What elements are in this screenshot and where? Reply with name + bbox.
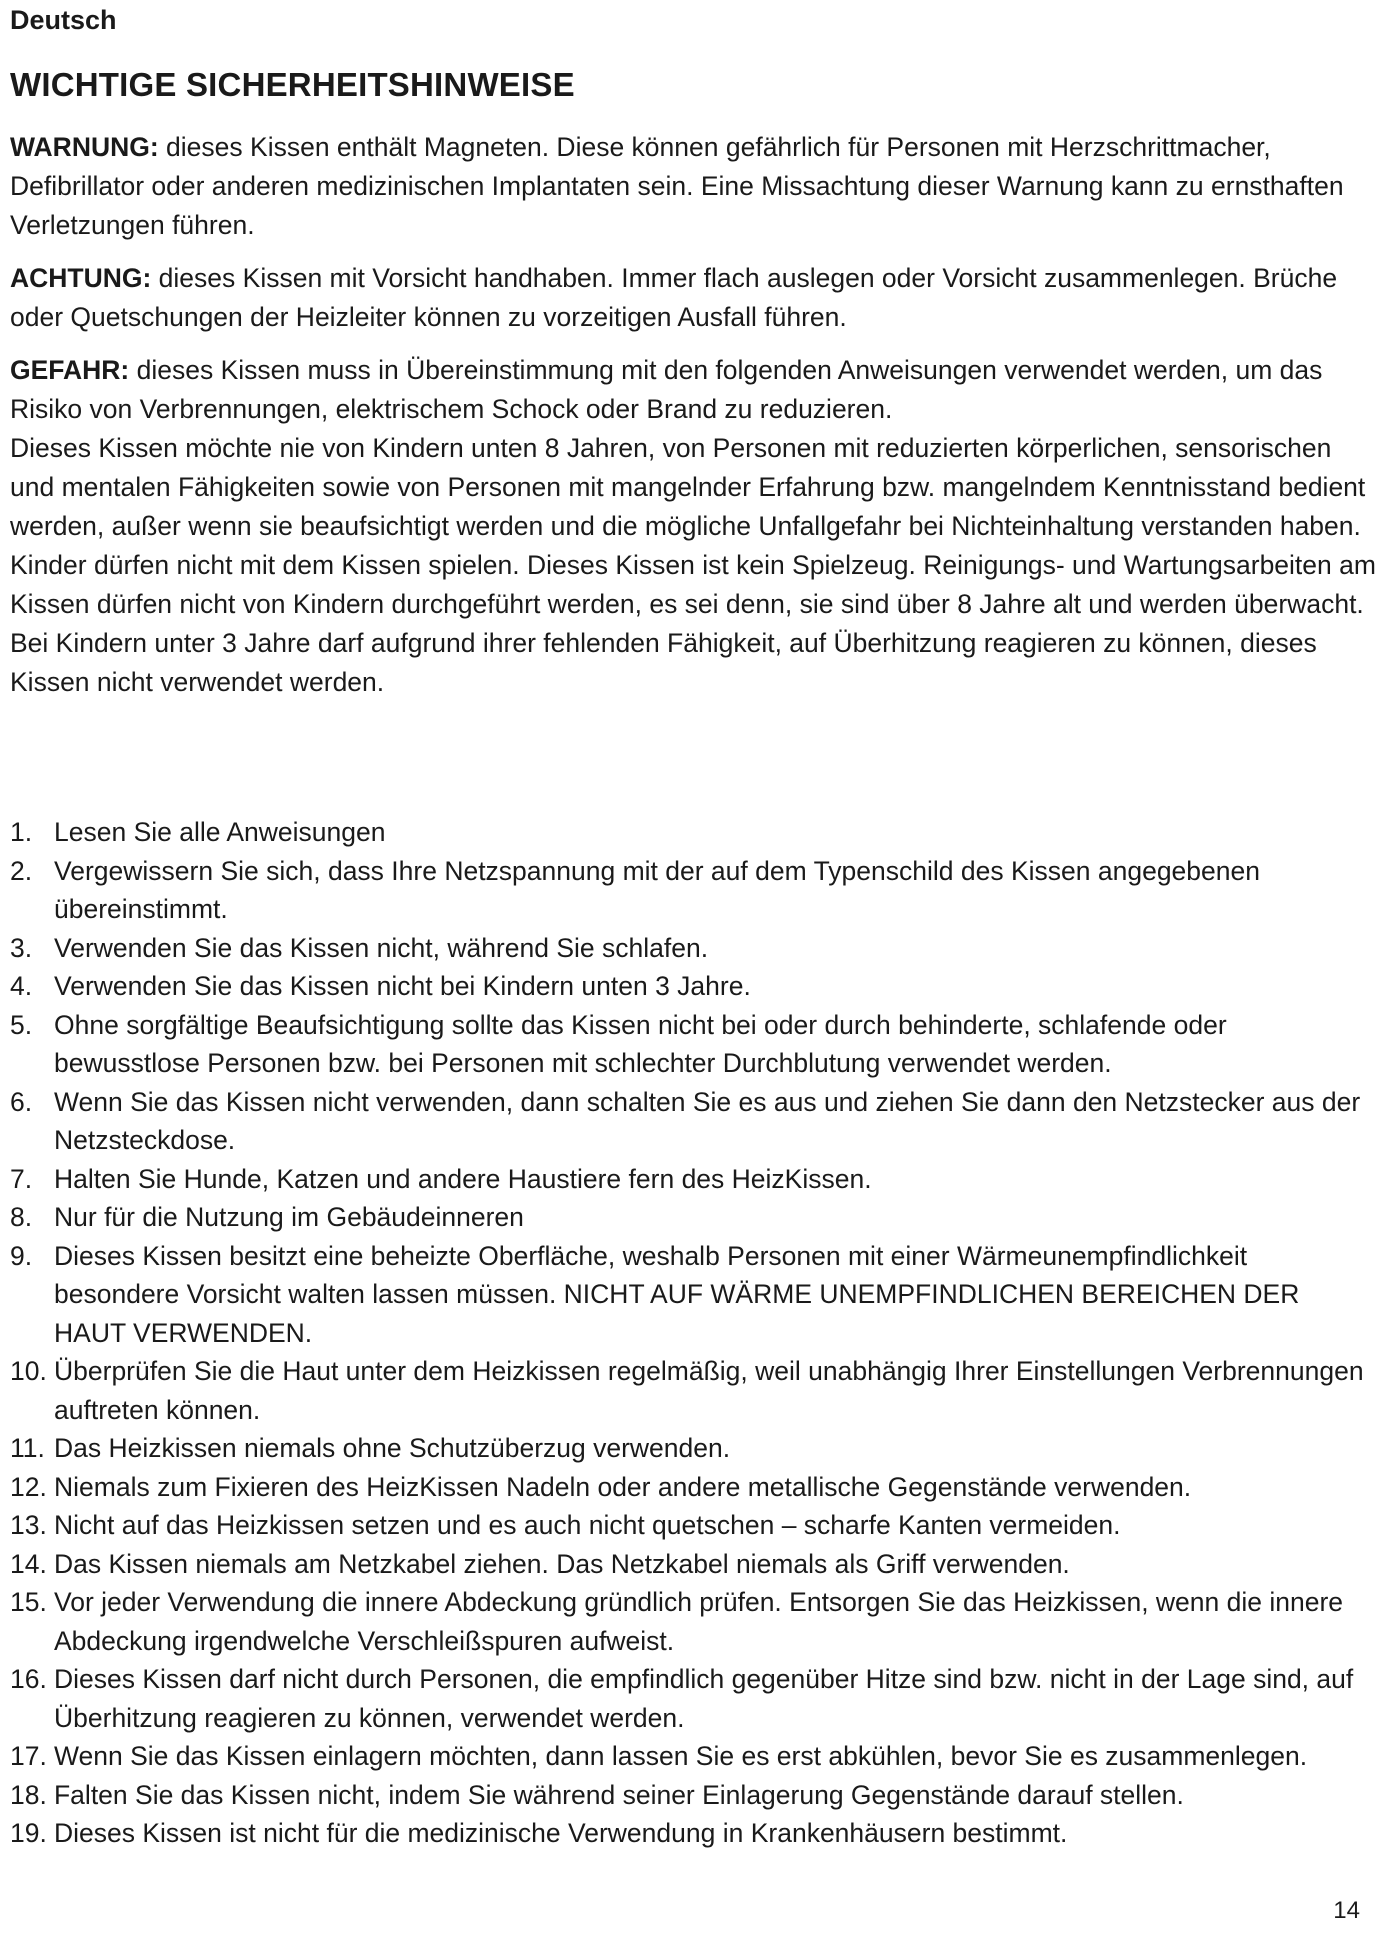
list-item-number: 9.: [10, 1240, 33, 1271]
page-title: WICHTIGE SICHERHEITSHINWEISE: [10, 66, 575, 103]
list-item-number: 5.: [10, 1009, 33, 1040]
list-item: [10, 1814, 1378, 1853]
list-item: [10, 1160, 1378, 1199]
list-item: [10, 1237, 1378, 1353]
list-item-text: Wenn Sie das Kissen einlagern möchten, dann lassen Sie es erst abkühlen, bevor Sie es zusammenlegen.: [54, 1741, 1308, 1771]
list-item-text: Vergewissern Sie sich, dass Ihre Netzspannung mit der auf dem Typenschild des Kissen angegebenen übereinstimmt.: [54, 855, 1260, 924]
list-item: [10, 813, 1378, 852]
list-item-text: Ohne sorgfältige Beaufsichtigung sollte das Kissen nicht bei oder durch behinderte, schlafende oder bewusstlose Personen bzw. bei Personen mit schlechter Durchblutung verwendet werden.: [54, 1009, 1227, 1078]
list-item: [10, 1352, 1378, 1429]
list-item-text: Nur für die Nutzung im Gebäudeinneren: [54, 1202, 524, 1232]
list-item-number: 18.: [10, 1779, 47, 1810]
caution-label: ACHTUNG:: [10, 263, 152, 293]
list-item: [10, 1506, 1378, 1545]
list-item-text: Verwenden Sie das Kissen nicht, während Sie schlafen.: [54, 932, 709, 963]
list-item-text: Das Kissen niemals am Netzkabel ziehen. Das Netzkabel niemals als Griff verwenden.: [54, 1548, 1070, 1579]
list-item-text: Dieses Kissen besitzt eine beheizte Oberfläche, weshalb Personen mit einer Wärmeunempfindlichkeit besondere Vorsicht walten lassen müssen. NICHT AUF WÄRME UNEMPFINDLICHEN BEREICHEN DER HAUT VERWENDEN.: [54, 1240, 1300, 1348]
list-item: [10, 852, 1378, 929]
list-item-text: Vor jeder Verwendung die innere Abdeckung gründlich prüfen. Entsorgen Sie das Heizkissen, wenn die innere Abdeckung irgendwelche Verschleißspuren aufweist.: [54, 1587, 1344, 1656]
list-item-text: Lesen Sie alle Anweisungen: [54, 817, 386, 847]
list-item: [10, 1583, 1378, 1660]
list-item-number: 19.: [10, 1818, 47, 1848]
list-item-number: 6.: [10, 1086, 33, 1117]
list-item-number: 15.: [10, 1587, 47, 1617]
list-item-text: Verwenden Sie das Kissen nicht bei Kindern unten 3 Jahre.: [54, 971, 751, 1001]
list-item: [10, 1737, 1378, 1776]
list-item-number: 3.: [10, 932, 33, 963]
list-item: [10, 1660, 1378, 1737]
list-item: [10, 1006, 1378, 1083]
danger-label: GEFAHR:: [10, 355, 130, 385]
list-item-number: 14.: [10, 1548, 47, 1579]
list-item-number: 10.: [10, 1356, 47, 1386]
list-item-number: 11.: [10, 1433, 45, 1463]
children-notice: Dieses Kissen möchte nie von Kindern unten 8 Jahren, von Personen mit reduzierten körperlichen, sensorischen und mentalen Fähigkeiten sowie von Personen mit mangelnder Erfahrung bzw. mangelndem Kenntnisstand bedient werden, außer wenn sie beaufsichtigt werden und die mögliche Unfallgefahr bei Nichteinhaltung verstanden haben. Kinder dürfen nicht mit dem Kissen spielen. Dieses Kissen ist kein Spielzeug. Reinigungs- und Wartungsarbeiten am Kissen dürfen nicht von Kindern durchgeführt werden, es sei denn, sie sind über 8 Jahre alt und werden überwacht. Bei Kindern unter 3 Jahre darf aufgrund ihrer fehlenden Fähigkeit, auf Überhitzung reagieren zu können, dieses Kissen nicht verwendet werden.: [10, 433, 1376, 697]
page-number: 14: [1333, 1897, 1360, 1924]
list-item-text: Niemals zum Fixieren des HeizKissen Nadeln oder andere metallische Gegenstände verwenden.: [54, 1471, 1192, 1502]
list-item-number: 4.: [10, 971, 33, 1001]
list-item: [10, 1468, 1378, 1507]
caution-text: dieses Kissen mit Vorsicht handhaben. Immer flach auslegen oder Vorsicht zusammenlegen. Brüche oder Quetschungen der Heizleiter können zu vorzeitigen Ausfall führen.: [10, 263, 1338, 332]
danger-text: dieses Kissen muss in Übereinstimmung mit den folgenden Anweisungen verwendet werden, um das Risiko von Verbrennungen, elektrischem Schock oder Brand zu reduzieren.: [10, 355, 1323, 424]
safety-notices: [10, 128, 1378, 702]
language-label: Deutsch: [10, 5, 117, 35]
warning-notice: [10, 128, 1378, 245]
list-item: [10, 1776, 1378, 1815]
list-item: [10, 1198, 1378, 1237]
list-item-text: Falten Sie das Kissen nicht, indem Sie während seiner Einlagerung Gegenstände darauf stellen.: [54, 1779, 1184, 1810]
list-item-number: 7.: [10, 1163, 33, 1194]
list-item-text: Das Heizkissen niemals ohne Schutzüberzug verwenden.: [54, 1433, 731, 1463]
list-item: [10, 1545, 1378, 1584]
warning-text: dieses Kissen enthält Magneten. Diese können gefährlich für Personen mit Herzschrittmacher, Defibrillator oder anderen medizinischen Implantaten sein. Eine Missachtung dieser Warnung kann zu ernsthaften Verletzungen führen.: [10, 132, 1344, 240]
list-item-number: 8.: [10, 1202, 33, 1232]
list-item-text: Wenn Sie das Kissen nicht verwenden, dann schalten Sie es aus und ziehen Sie dann den Netzstecker aus der Netzsteckdose.: [54, 1086, 1361, 1155]
list-item: [10, 1083, 1378, 1160]
list-item-text: Dieses Kissen darf nicht durch Personen, die empfindlich gegenüber Hitze sind bzw. nicht in der Lage sind, auf Überhitzung reagieren zu können, verwendet werden.: [54, 1664, 1354, 1733]
warning-label: WARNUNG:: [10, 132, 159, 162]
list-item-number: 12.: [10, 1471, 47, 1502]
danger-notice: [10, 351, 1378, 429]
instruction-list: [10, 813, 1378, 1853]
caution-notice: [10, 259, 1378, 337]
list-item: [10, 929, 1378, 968]
list-item: [10, 1429, 1378, 1468]
list-item-number: 1.: [10, 817, 33, 847]
list-item-number: 16.: [10, 1664, 47, 1694]
list-item-number: 13.: [10, 1510, 47, 1540]
list-item-number: 2.: [10, 855, 33, 886]
list-item: [10, 967, 1378, 1006]
list-item-text: Halten Sie Hunde, Katzen und andere Haustiere fern des HeizKissen.: [54, 1163, 872, 1194]
list-item-number: 17.: [10, 1741, 47, 1771]
list-item-text: Dieses Kissen ist nicht für die medizinische Verwendung in Krankenhäusern bestimmt.: [54, 1818, 1068, 1848]
list-item-text: Nicht auf das Heizkissen setzen und es auch nicht quetschen – scharfe Kanten vermeiden.: [54, 1510, 1121, 1540]
list-item-text: Überprüfen Sie die Haut unter dem Heizkissen regelmäßig, weil unabhängig Ihrer Einstellungen Verbrennungen auftreten können.: [54, 1356, 1364, 1425]
